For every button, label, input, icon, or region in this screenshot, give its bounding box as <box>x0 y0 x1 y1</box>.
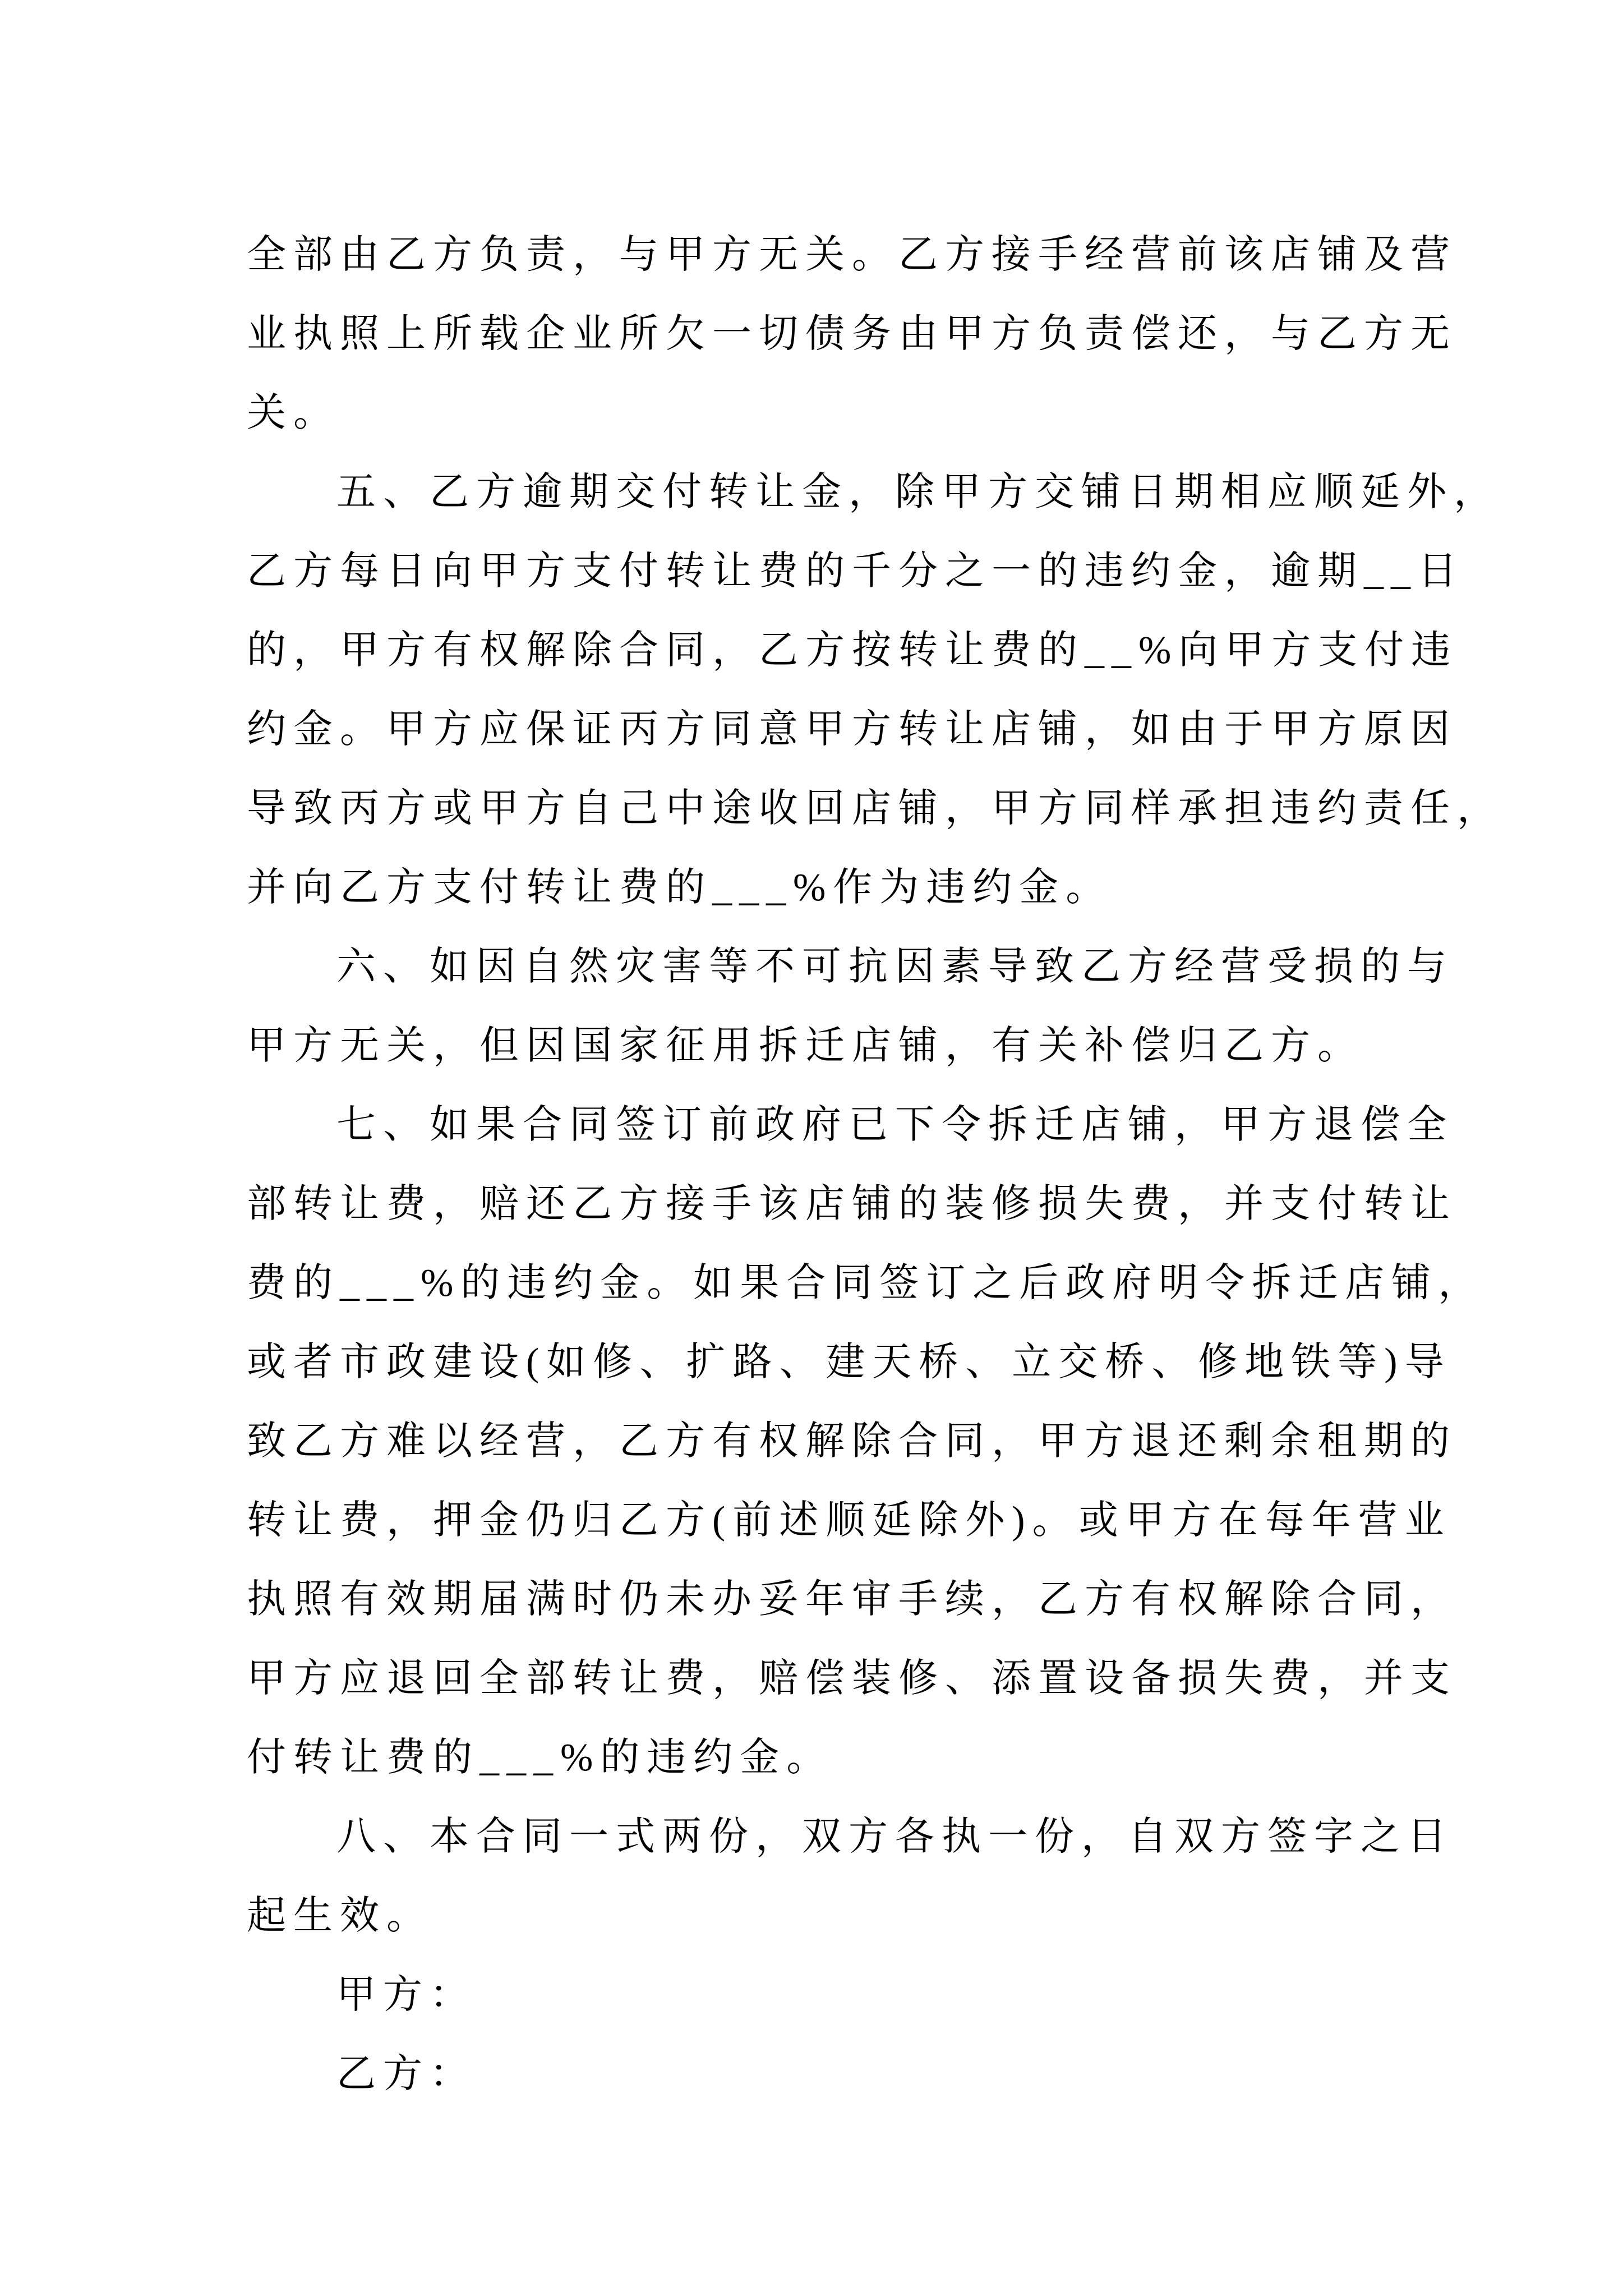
paragraph-clause-5 <box>247 453 1504 927</box>
text-line: 并向乙方支付转让费的___%作为违约金。 <box>247 866 1113 909</box>
signature-block <box>247 1955 1385 2114</box>
text-line: 或者市政建设(如修、扩路、建天桥、立交桥、修地铁等)导 <box>247 1341 1451 1384</box>
document-body <box>247 215 1504 2114</box>
text-line: 执照有效期届满时仍未办妥年审手续，乙方有权解除合同， <box>247 1578 1457 1621</box>
text-line: 乙方每日向甲方支付转让费的千分之一的违约金，逾期__日 <box>247 550 1464 593</box>
text-line: 付转让费的___%的违约金。 <box>247 1736 833 1779</box>
text-line: 八、本合同一式两份，双方各执一份，自双方签字之日 <box>336 1815 1454 1858</box>
text-line: 五、乙方逾期交付转让金，除甲方交铺日期相应顺延外， <box>336 471 1500 514</box>
text-line: 起生效。 <box>247 1894 433 1938</box>
paragraph-clause-8 <box>247 1797 1454 1955</box>
text-line: 业执照上所载企业所欠一切债务由甲方负责偿还，与乙方无 <box>247 312 1457 356</box>
text-line: 关。 <box>247 392 340 435</box>
party-a-signature-label: 甲方： <box>336 1973 476 2017</box>
text-line: 部转让费，赔还乙方接手该店铺的装修损失费，并支付转让 <box>247 1182 1457 1226</box>
text-line: 六、如因自然灾害等不可抗因素导致乙方经营受损的与 <box>336 945 1454 988</box>
text-line: 转让费，押金仍归乙方(前述顺延除外)。或甲方在每年营业 <box>247 1499 1451 1542</box>
paragraph-clause-6 <box>247 927 1454 1085</box>
paragraph-clause-7 <box>247 1085 1485 1797</box>
text-line: 约金。甲方应保证丙方同意甲方转让店铺，如由于甲方原因 <box>247 708 1457 751</box>
party-b-signature-label: 乙方： <box>336 2053 476 2096</box>
text-line: 导致丙方或甲方自己中途收回店铺，甲方同样承担违约责任， <box>247 787 1504 830</box>
text-line: 费的___%的违约金。如果合同签订之后政府明令拆迁店铺， <box>247 1262 1485 1305</box>
text-line: 全部由乙方负责，与甲方无关。乙方接手经营前该店铺及营 <box>247 233 1457 277</box>
text-line: 七、如果合同签订前政府已下令拆迁店铺，甲方退偿全 <box>336 1103 1454 1147</box>
text-line: 甲方应退回全部转让费，赔偿装修、添置设备损失费，并支 <box>247 1657 1457 1700</box>
text-line: 的，甲方有权解除合同，乙方按转让费的__%向甲方支付违 <box>247 629 1458 672</box>
text-line: 甲方无关，但因国家征用拆迁店铺，有关补偿归乙方。 <box>247 1024 1364 1068</box>
paragraph-continuation <box>247 215 1457 453</box>
text-line: 致乙方难以经营，乙方有权解除合同，甲方退还剩余租期的 <box>247 1420 1457 1463</box>
